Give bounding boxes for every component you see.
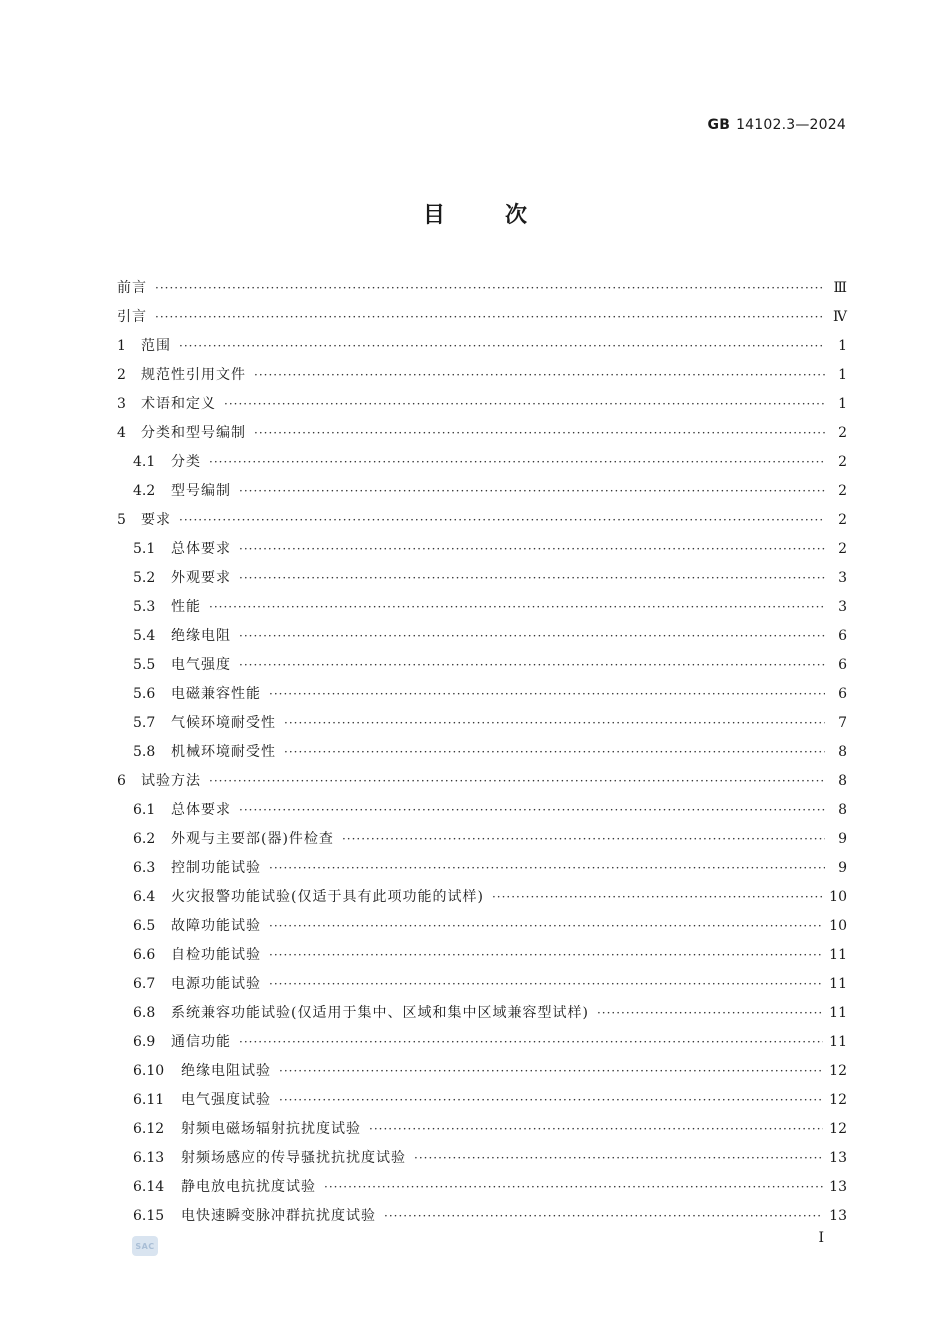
toc-entry-number: 6.4 xyxy=(133,889,156,905)
toc-entry-title: 分类和型号编制 xyxy=(141,425,246,441)
toc-leader-dots xyxy=(239,477,825,506)
toc-entry-page: 12 xyxy=(829,1121,847,1137)
toc-entry-page: 13 xyxy=(829,1208,847,1224)
page-title: 目次 xyxy=(422,203,587,228)
toc-entry-page: 10 xyxy=(829,918,847,934)
toc-entry[interactable] xyxy=(117,564,847,593)
toc-entry-title: 控制功能试验 xyxy=(171,860,261,876)
toc-entry-title: 系统兼容功能试验(仅适用于集中、区域和集中区域兼容型试样) xyxy=(171,1005,589,1021)
toc-entry-page: 6 xyxy=(838,628,847,644)
toc-entry-title: 分类 xyxy=(171,454,201,470)
toc-entry[interactable] xyxy=(117,1028,847,1057)
toc-entry-title: 术语和定义 xyxy=(141,396,216,412)
toc-entry-title: 机械环境耐受性 xyxy=(171,744,276,760)
toc-entry[interactable] xyxy=(117,1173,847,1202)
toc-leader-dots xyxy=(324,1173,823,1202)
toc-entry-title: 引言 xyxy=(117,309,147,325)
toc-entry-page: 13 xyxy=(829,1179,847,1195)
toc-leader-dots xyxy=(239,535,825,564)
toc-leader-dots xyxy=(269,941,823,970)
toc-leader-dots xyxy=(239,796,825,825)
toc-entry-page: 1 xyxy=(838,396,847,412)
toc-entry-page: 2 xyxy=(838,425,847,441)
page-number: I xyxy=(818,1230,824,1246)
toc-entry-title: 型号编制 xyxy=(171,483,231,499)
toc-entry-page: 8 xyxy=(838,744,847,760)
toc-entry-number: 6.3 xyxy=(133,860,156,876)
toc-entry-page: Ⅲ xyxy=(833,280,847,296)
toc-leader-dots xyxy=(369,1115,823,1144)
toc-entry-number: 6.14 xyxy=(133,1179,165,1195)
toc-leader-dots xyxy=(239,651,825,680)
toc-leader-dots xyxy=(384,1202,823,1231)
toc-entry-page: 2 xyxy=(838,512,847,528)
toc-entry-number: 6.10 xyxy=(133,1063,165,1079)
toc-entry-number: 5.8 xyxy=(133,744,156,760)
toc-entry-number: 2 xyxy=(117,367,126,383)
toc-leader-dots xyxy=(284,709,825,738)
toc-entry-title: 试验方法 xyxy=(141,773,201,789)
toc-entry-page: 3 xyxy=(838,570,847,586)
toc-entry-title: 外观要求 xyxy=(171,570,231,586)
toc-entry[interactable] xyxy=(117,767,847,796)
toc-entry[interactable] xyxy=(117,999,847,1028)
toc-leader-dots xyxy=(209,593,825,622)
standard-number: 14102.3—2024 xyxy=(736,117,846,133)
toc-entry-page: 12 xyxy=(829,1063,847,1079)
toc-leader-dots xyxy=(239,1028,823,1057)
toc-leader-dots xyxy=(155,274,825,303)
toc-entry-number: 5.6 xyxy=(133,686,156,702)
toc-entry-page: 2 xyxy=(838,541,847,557)
toc-entry-page: 13 xyxy=(829,1150,847,1166)
toc-entry-number: 5.5 xyxy=(133,657,156,673)
toc-entry[interactable] xyxy=(117,593,847,622)
toc-entry-number: 5.4 xyxy=(133,628,156,644)
toc-entry-title: 绝缘电阻试验 xyxy=(181,1063,271,1079)
toc-entry-number: 6.11 xyxy=(133,1092,165,1108)
toc-entry-number: 4.1 xyxy=(133,454,156,470)
toc-entry-number: 5.7 xyxy=(133,715,156,731)
toc-entry-title: 气候环境耐受性 xyxy=(171,715,276,731)
toc-entry[interactable] xyxy=(117,477,847,506)
toc-entry-title: 绝缘电阻 xyxy=(171,628,231,644)
toc-entry-title: 自检功能试验 xyxy=(171,947,261,963)
toc-entry-title: 射频场感应的传导骚扰抗扰度试验 xyxy=(181,1150,406,1166)
toc-entry[interactable] xyxy=(117,854,847,883)
toc-leader-dots xyxy=(254,419,825,448)
sac-logo-watermark: SAC xyxy=(132,1236,158,1256)
toc-entry-title: 静电放电抗扰度试验 xyxy=(181,1179,316,1195)
toc-entry-title: 总体要求 xyxy=(171,802,231,818)
toc-entry-page: 7 xyxy=(838,715,847,731)
toc-entry-title: 规范性引用文件 xyxy=(141,367,246,383)
toc-entry[interactable] xyxy=(117,303,847,332)
toc-entry-page: 11 xyxy=(829,1005,847,1021)
toc-entry[interactable] xyxy=(117,738,847,767)
toc-entry-title: 性能 xyxy=(171,599,201,615)
toc-entry-number: 3 xyxy=(117,396,126,412)
toc-entry-page: 8 xyxy=(838,802,847,818)
toc-entry-number: 6.12 xyxy=(133,1121,165,1137)
toc-entry[interactable] xyxy=(117,680,847,709)
toc-entry-number: 6.2 xyxy=(133,831,156,847)
toc-entry-page: 11 xyxy=(829,976,847,992)
toc-entry-page: 10 xyxy=(829,889,847,905)
toc-entry-number: 6.5 xyxy=(133,918,156,934)
toc-entry[interactable] xyxy=(117,1144,847,1173)
toc-leader-dots xyxy=(279,1086,823,1115)
toc-leader-dots xyxy=(179,332,825,361)
toc-entry[interactable] xyxy=(117,274,847,303)
toc-entry-page: 1 xyxy=(838,367,847,383)
toc-entry-number: 6.7 xyxy=(133,976,156,992)
toc-entry-number: 5.2 xyxy=(133,570,156,586)
toc-entry[interactable] xyxy=(117,1115,847,1144)
toc-entry[interactable] xyxy=(117,883,847,912)
toc-entry[interactable] xyxy=(117,361,847,390)
toc-entry-number: 6.6 xyxy=(133,947,156,963)
toc-entry-page: 6 xyxy=(838,657,847,673)
toc-leader-dots xyxy=(269,680,825,709)
toc-leader-dots xyxy=(224,390,825,419)
toc-entry-page: 11 xyxy=(829,1034,847,1050)
toc-entry-page: 8 xyxy=(838,773,847,789)
standard-code xyxy=(708,117,847,133)
toc-entry-title: 电源功能试验 xyxy=(171,976,261,992)
toc-entry-number: 5.3 xyxy=(133,599,156,615)
toc-entry[interactable] xyxy=(117,970,847,999)
table-of-contents xyxy=(117,274,847,1231)
toc-entry-number: 6.1 xyxy=(133,802,156,818)
toc-entry[interactable] xyxy=(117,332,847,361)
toc-entry-title: 外观与主要部(器)件检查 xyxy=(171,831,334,847)
toc-entry-page: 2 xyxy=(838,483,847,499)
toc-entry[interactable] xyxy=(117,535,847,564)
toc-entry-title: 射频电磁场辐射抗扰度试验 xyxy=(181,1121,361,1137)
toc-leader-dots xyxy=(239,564,825,593)
toc-entry[interactable] xyxy=(117,506,847,535)
toc-entry-title: 通信功能 xyxy=(171,1034,231,1050)
toc-entry-page: 2 xyxy=(838,454,847,470)
toc-entry-page: 1 xyxy=(838,338,847,354)
toc-entry-number: 5 xyxy=(117,512,126,528)
toc-entry-page: 12 xyxy=(829,1092,847,1108)
toc-entry-title: 电气强度 xyxy=(171,657,231,673)
toc-entry[interactable] xyxy=(117,1086,847,1115)
toc-entry[interactable] xyxy=(117,825,847,854)
standard-prefix: GB xyxy=(707,117,731,133)
toc-leader-dots xyxy=(179,506,825,535)
toc-entry[interactable] xyxy=(117,419,847,448)
toc-entry[interactable] xyxy=(117,390,847,419)
toc-entry-number: 4 xyxy=(117,425,126,441)
toc-entry-title: 故障功能试验 xyxy=(171,918,261,934)
toc-entry[interactable] xyxy=(117,941,847,970)
toc-leader-dots xyxy=(597,999,823,1028)
toc-leader-dots xyxy=(492,883,823,912)
toc-leader-dots xyxy=(209,448,825,477)
toc-leader-dots xyxy=(414,1144,823,1173)
toc-entry-title: 总体要求 xyxy=(171,541,231,557)
toc-entry-page: 6 xyxy=(838,686,847,702)
toc-entry-number: 6.9 xyxy=(133,1034,156,1050)
toc-entry-title: 电气强度试验 xyxy=(181,1092,271,1108)
toc-entry-number: 6.15 xyxy=(133,1208,165,1224)
toc-entry-page: 3 xyxy=(838,599,847,615)
toc-entry-title: 要求 xyxy=(141,512,171,528)
toc-entry-title: 火灾报警功能试验(仅适于具有此项功能的试样) xyxy=(171,889,484,905)
toc-leader-dots xyxy=(269,854,825,883)
toc-entry-title: 范围 xyxy=(141,338,171,354)
toc-entry[interactable] xyxy=(117,1057,847,1086)
toc-entry-number: 6 xyxy=(117,773,126,789)
toc-entry-page: Ⅳ xyxy=(833,309,847,325)
toc-entry[interactable] xyxy=(117,709,847,738)
toc-entry-number: 6.13 xyxy=(133,1150,165,1166)
toc-entry[interactable] xyxy=(117,651,847,680)
toc-entry-number: 5.1 xyxy=(133,541,156,557)
toc-entry[interactable] xyxy=(117,796,847,825)
toc-leader-dots xyxy=(269,912,823,941)
toc-leader-dots xyxy=(342,825,825,854)
toc-entry[interactable] xyxy=(117,448,847,477)
toc-entry-number: 1 xyxy=(117,338,126,354)
toc-entry-title: 前言 xyxy=(117,280,147,296)
toc-entry[interactable] xyxy=(117,912,847,941)
toc-entry-number: 6.8 xyxy=(133,1005,156,1021)
toc-leader-dots xyxy=(155,303,825,332)
toc-entry-title: 电快速瞬变脉冲群抗扰度试验 xyxy=(181,1208,376,1224)
toc-leader-dots xyxy=(269,970,823,999)
toc-entry-number: 4.2 xyxy=(133,483,156,499)
toc-leader-dots xyxy=(284,738,825,767)
toc-entry[interactable] xyxy=(117,1202,847,1231)
toc-leader-dots xyxy=(209,767,825,796)
toc-leader-dots xyxy=(254,361,825,390)
toc-entry[interactable] xyxy=(117,622,847,651)
toc-entry-page: 11 xyxy=(829,947,847,963)
toc-leader-dots xyxy=(239,622,825,651)
toc-entry-page: 9 xyxy=(838,860,847,876)
toc-entry-title: 电磁兼容性能 xyxy=(171,686,261,702)
toc-leader-dots xyxy=(279,1057,823,1086)
toc-entry-page: 9 xyxy=(838,831,847,847)
